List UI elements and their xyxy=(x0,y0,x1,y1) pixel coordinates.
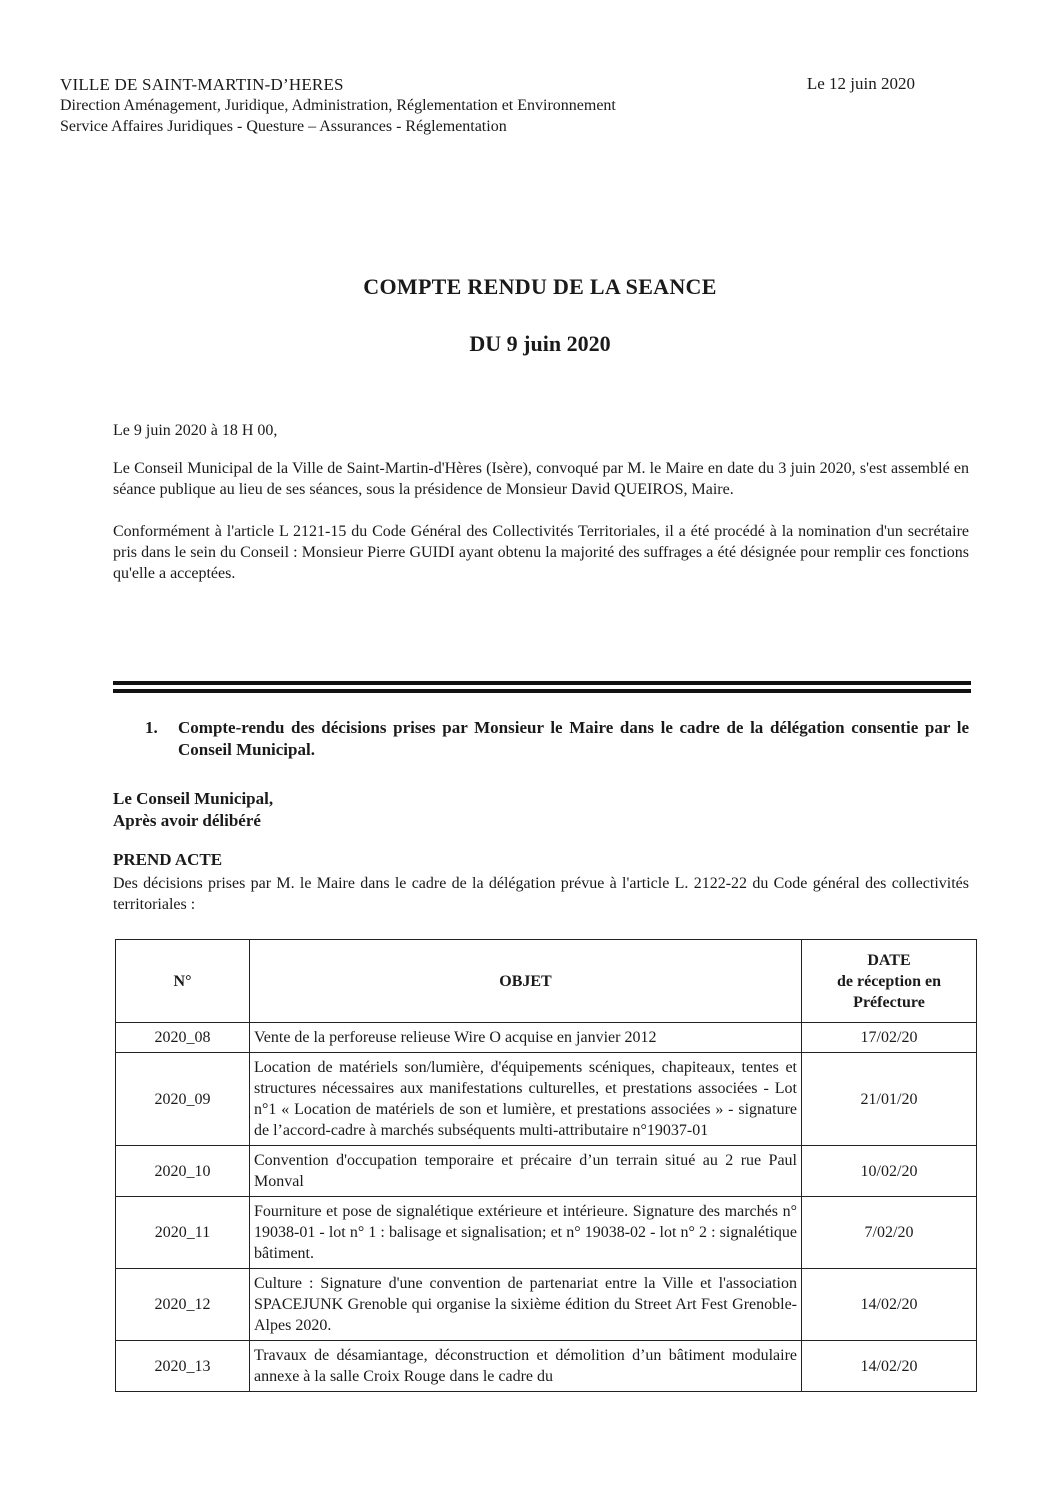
row-date: 21/01/20 xyxy=(802,1053,977,1146)
row-objet: Fourniture et pose de signalétique extérieure et intérieure. Signature des marchés n° 19038-01 - lot n° 1 : balisage et signalisation; et n° 19038-02 - lot n° 2 : signalétique bâtiment. xyxy=(250,1197,802,1269)
section-divider-top xyxy=(113,681,971,685)
prend-acte-text: Des décisions prises par M. le Maire dans le cadre de la délégation prévue à l'article L. 2122-22 du Code général des collectivités territoriales : xyxy=(113,875,969,913)
table-row xyxy=(116,1023,977,1053)
section-divider-bottom xyxy=(113,689,971,693)
document-title: COMPTE RENDU DE LA SEANCE xyxy=(363,274,717,299)
deliberation-line: Après avoir délibéré xyxy=(113,811,261,830)
letterhead xyxy=(60,74,616,137)
row-number: 2020_11 xyxy=(116,1197,250,1269)
header-date-title: DATE xyxy=(867,951,911,969)
header-number: N° xyxy=(116,940,250,1023)
section-number: 1. xyxy=(145,718,158,737)
row-date: 7/02/20 xyxy=(802,1197,977,1269)
row-number: 2020_12 xyxy=(116,1269,250,1341)
intro-date-paragraph: Le 9 juin 2020 à 18 H 00, xyxy=(113,422,278,439)
row-number: 2020_13 xyxy=(116,1341,250,1392)
header-date xyxy=(802,940,977,1023)
row-objet: Vente de la perforeuse relieuse Wire O acquise en janvier 2012 xyxy=(250,1023,802,1053)
prend-acte-heading: PREND ACTE xyxy=(113,850,223,869)
intro-convocation-paragraph: Le Conseil Municipal de la Ville de Saint-Martin-d'Hères (Isère), convoqué par M. le Maire en date du 3 juin 2020, s'est assemblé en séance publique au lieu de ses séances, sous la présidence de Monsieur David QUEIROS, Maire. xyxy=(113,460,969,498)
row-objet: Culture : Signature d'une convention de partenariat entre la Ville et l'association SPACEJUNK Grenoble qui organise la sixième édition du Street Art Fest Grenoble-Alpes 2020. xyxy=(250,1269,802,1341)
section-heading xyxy=(145,717,969,761)
table-row xyxy=(116,1197,977,1269)
header-objet: OBJET xyxy=(250,940,802,1023)
letterhead-service: Service Affaires Juridiques - Questure – Assurances - Réglementation xyxy=(60,118,507,135)
table-row xyxy=(116,1053,977,1146)
header-date-subtitle: de réception en Préfecture xyxy=(837,972,941,1011)
row-number: 2020_09 xyxy=(116,1053,250,1146)
council-line: Le Conseil Municipal, xyxy=(113,789,274,808)
decisions-table xyxy=(115,939,977,1392)
row-objet: Convention d'occupation temporaire et précaire d’un terrain situé au 2 rue Paul Monval xyxy=(250,1146,802,1197)
row-date: 14/02/20 xyxy=(802,1269,977,1341)
document-subtitle: DU 9 juin 2020 xyxy=(469,331,611,356)
letterhead-city: VILLE DE SAINT-MARTIN-D’HERES xyxy=(60,75,344,94)
row-objet: Travaux de désamiantage, déconstruction et démolition d’un bâtiment modulaire annexe à la salle Croix Rouge dans le cadre du xyxy=(250,1341,802,1392)
row-date: 10/02/20 xyxy=(802,1146,977,1197)
row-date: 17/02/20 xyxy=(802,1023,977,1053)
document-date: Le 12 juin 2020 xyxy=(806,74,915,93)
table-row xyxy=(116,1269,977,1341)
row-number: 2020_08 xyxy=(116,1023,250,1053)
letterhead-direction: Direction Aménagement, Juridique, Administration, Réglementation et Environnement xyxy=(60,97,616,114)
section-title: Compte-rendu des décisions prises par Monsieur le Maire dans le cadre de la délégation consentie par le Conseil Municipal. xyxy=(178,718,969,759)
intro-secretary-paragraph: Conformément à l'article L 2121-15 du Code Général des Collectivités Territoriales, il a été procédé à la nomination d'un secrétaire pris dans le sein du Conseil : Monsieur Pierre GUIDI ayant obtenu la majorité des suffrages a été désignée pour remplir ces fonctions qu'elle a acceptées. xyxy=(113,523,969,582)
table-row xyxy=(116,1146,977,1197)
row-objet: Location de matériels son/lumière, d'équipements scéniques, chapiteaux, tentes et structures nécessaires aux manifestations culturelles, et prestations associées - Lot n°1 « Location de matériels de son et lumière, et prestations associées » - signature de l’accord-cadre à marchés subséquents multi-attributaire n°19037-01 xyxy=(250,1053,802,1146)
row-date: 14/02/20 xyxy=(802,1341,977,1392)
table-row xyxy=(116,1341,977,1392)
row-number: 2020_10 xyxy=(116,1146,250,1197)
council-block xyxy=(113,788,273,832)
table-header-row xyxy=(116,940,977,1023)
